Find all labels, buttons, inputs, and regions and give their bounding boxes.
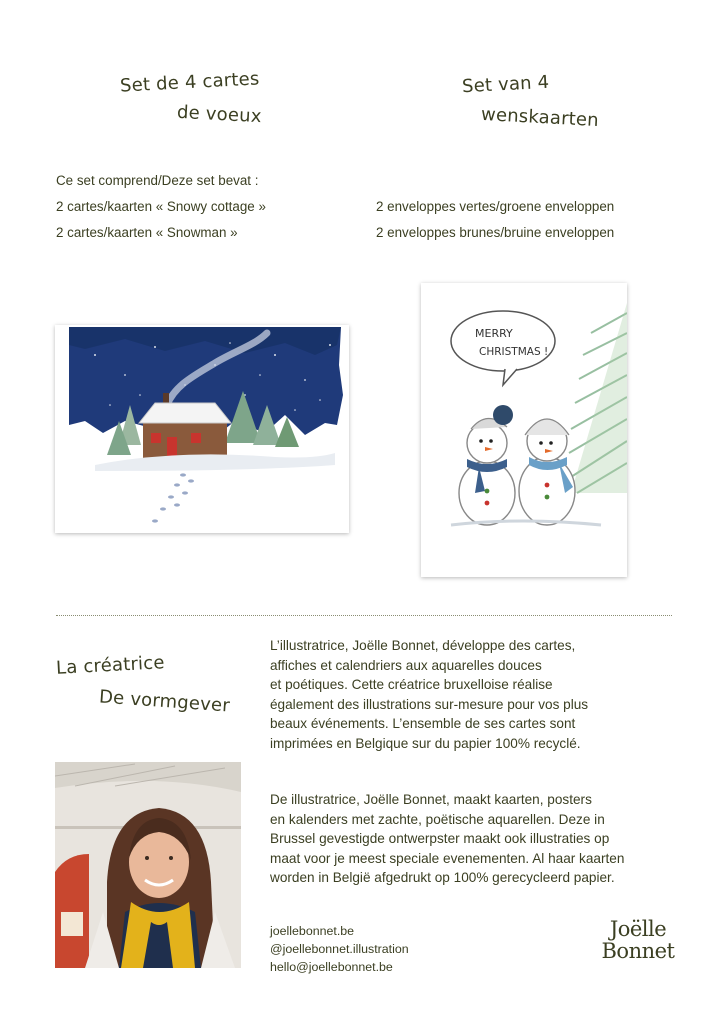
contents-left-1: 2 cartes/kaarten « Snowy cottage »	[56, 199, 266, 214]
bio-fr-line: L’illustratrice, Joëlle Bonnet, développe des cartes,	[270, 638, 576, 653]
card-snowy-cottage	[55, 325, 349, 533]
bio-fr-line: imprimées en Belgique sur du papier 100% recyclé.	[270, 735, 581, 751]
bio-nl-line: worden in België afgedrukt op 100% gerecycleerd papier.	[270, 870, 615, 886]
contents-right-2: 2 enveloppes brunes/bruine enveloppen	[376, 225, 615, 240]
logo-line1: Joëlle	[609, 917, 667, 941]
contents-heading: Ce set comprend/Deze set bevat :	[56, 173, 259, 188]
title-fr-line1: Set de 4 cartes	[119, 68, 260, 97]
contact-instagram[interactable]: @joellebonnet.illustration	[270, 942, 409, 956]
creator-portrait	[55, 762, 241, 968]
contact-email[interactable]: hello@joellebonnet.be	[270, 960, 393, 974]
creator-label-fr: La créatrice	[55, 652, 166, 679]
card-snowman	[421, 283, 627, 577]
bio-nl-line: maat voor je meest speciale evenementen. Al haar kaarten	[270, 850, 625, 866]
bio-fr-line: affiches et calendriers aux aquarelles douces	[270, 657, 542, 673]
portrait-illustration	[55, 762, 241, 968]
contact-website[interactable]: joellebonnet.be	[270, 924, 355, 938]
bio-fr-line: beaux événements. L’ensemble de ses cartes sont	[270, 716, 576, 732]
bio-nl-line: en kalenders met zachte, poëtische aquarellen. Deze in	[270, 811, 605, 827]
bio-fr	[270, 636, 588, 754]
bio-nl-line: De illustratrice, Joëlle Bonnet, maakt kaarten, posters	[270, 792, 592, 807]
logo-line2: Bonnet	[601, 939, 675, 963]
bio-fr-line: et poétiques. Cette créatrice bruxelloise réalise	[270, 677, 553, 693]
speech-bubble-line2: CHRISTMAS !	[479, 346, 549, 358]
speech-bubble-line1: MERRY	[475, 327, 513, 340]
snowman-illustration	[421, 283, 627, 577]
creator-label-nl: De vormgever	[98, 686, 231, 717]
snowy-cottage-illustration	[55, 325, 349, 533]
brand-logo	[598, 918, 678, 962]
title-nl-line1: Set van 4	[461, 71, 550, 98]
contents-right-1: 2 enveloppes vertes/groene enveloppen	[376, 199, 615, 214]
bio-fr-line: également des illustrations sur-mesure pour vos plus	[270, 696, 589, 712]
bio-nl-line: Brussel gevestigde ontwerpster maakt ook illustraties op	[270, 831, 610, 847]
title-fr-line2: de voeux	[176, 101, 263, 128]
contents-left-2: 2 cartes/kaarten « Snowman »	[56, 225, 238, 240]
bio-nl	[270, 790, 624, 888]
title-nl-line2: wenskaarten	[480, 103, 600, 132]
section-divider	[56, 615, 672, 616]
